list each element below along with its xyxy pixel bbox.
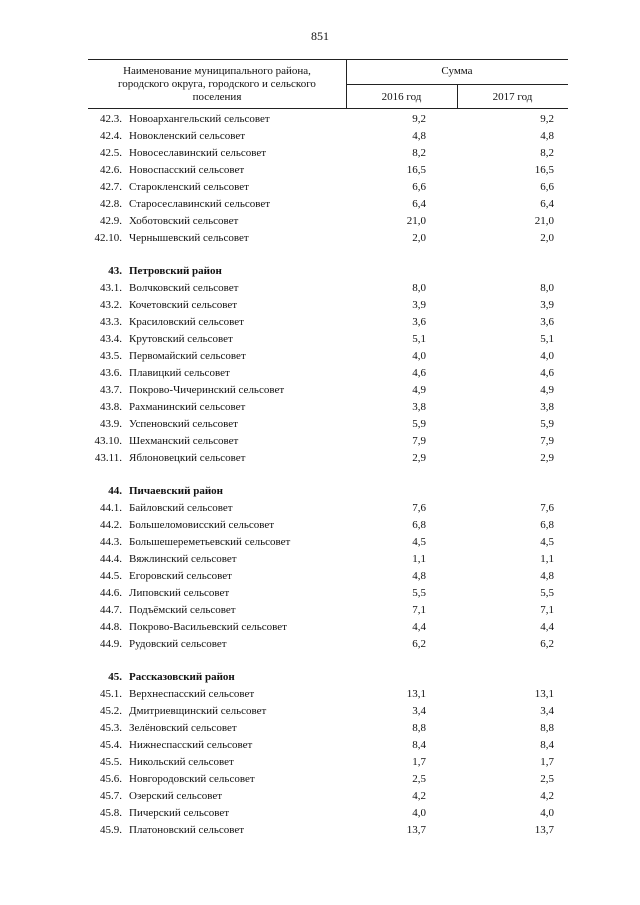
settlement-name: Красиловский сельсовет	[129, 316, 244, 328]
value-2016: 6,8	[412, 519, 426, 531]
value-2016: 4,9	[412, 384, 426, 396]
row-number: 42.9.	[100, 215, 122, 227]
row-number: 43.8.	[100, 401, 122, 413]
district-row	[88, 483, 568, 500]
table-row	[88, 145, 568, 162]
value-2017: 13,7	[534, 824, 554, 836]
value-2016: 7,1	[412, 604, 426, 616]
table-row	[88, 348, 568, 365]
column-name-header-line: поселения	[192, 91, 242, 103]
settlement-name: Платоновский сельсовет	[129, 824, 245, 836]
column-name-header-line: Наименование муниципального района,	[123, 65, 311, 77]
row-number: 45.9.	[100, 824, 122, 836]
row-number: 45.5.	[100, 756, 122, 768]
value-2017: 6,4	[540, 198, 554, 210]
value-2017: 8,8	[540, 722, 554, 734]
value-2017: 3,4	[540, 705, 554, 717]
table-row	[88, 179, 568, 196]
row-number: 42.7.	[100, 181, 122, 193]
table-row	[88, 551, 568, 568]
value-2017: 4,9	[540, 384, 554, 396]
value-2017: 6,6	[540, 181, 554, 193]
row-number: 43.7.	[100, 384, 122, 396]
value-2016: 7,6	[412, 502, 426, 514]
settlement-name: Дмитриевщинский сельсовет	[129, 705, 267, 717]
settlement-name: Никольский сельсовет	[129, 756, 234, 768]
value-2017: 4,5	[540, 536, 554, 548]
value-2017: 5,9	[540, 418, 554, 430]
settlement-name: Байловский сельсовет	[129, 502, 233, 514]
table-row	[88, 297, 568, 314]
value-2016: 13,1	[406, 688, 426, 700]
row-number: 43.5.	[100, 350, 122, 362]
settlement-name: Старосеславинский сельсовет	[129, 198, 271, 210]
row-number: 43.3.	[100, 316, 122, 328]
table-row	[88, 162, 568, 179]
table-header	[88, 59, 568, 109]
settlement-name: Яблоновецкий сельсовет	[129, 452, 246, 464]
table-row	[88, 314, 568, 331]
settlement-name: Нижнеспасский сельсовет	[129, 739, 253, 751]
value-2017: 5,5	[540, 587, 554, 599]
value-2016: 4,2	[412, 790, 426, 802]
value-2017: 4,6	[540, 367, 554, 379]
row-number: 45.1.	[100, 688, 122, 700]
settlement-name: Хоботовский сельсовет	[129, 215, 239, 227]
column-name-header	[88, 65, 346, 104]
value-2016: 2,5	[412, 773, 426, 785]
row-number: 42.8.	[100, 198, 122, 210]
table-row	[88, 602, 568, 619]
settlement-name: Рудовский сельсовет	[129, 638, 227, 650]
value-2016: 4,6	[412, 367, 426, 379]
table-row	[88, 534, 568, 551]
value-2017: 5,1	[540, 333, 554, 345]
column-2017-header: 2017 год	[492, 91, 533, 103]
table-row	[88, 433, 568, 450]
settlement-name: Чернышевский сельсовет	[129, 232, 249, 244]
row-number: 42.6.	[100, 164, 122, 176]
row-number: 44.6.	[100, 587, 122, 599]
section-spacer	[88, 467, 568, 483]
row-number: 43.11.	[94, 452, 122, 464]
value-2017: 3,8	[540, 401, 554, 413]
value-2017: 8,0	[540, 282, 554, 294]
value-2017: 7,1	[540, 604, 554, 616]
table-row	[88, 585, 568, 602]
district-number: 45.	[108, 671, 122, 683]
value-2016: 1,1	[412, 553, 426, 565]
table-row	[88, 416, 568, 433]
header-top-rule	[88, 59, 568, 60]
row-number: 43.1.	[100, 282, 122, 294]
row-number: 43.2.	[100, 299, 122, 311]
value-2017: 21,0	[534, 215, 554, 227]
value-2017: 8,4	[540, 739, 554, 751]
column-2016-header: 2016 год	[381, 91, 422, 103]
value-2017: 7,9	[540, 435, 554, 447]
row-number: 44.5.	[100, 570, 122, 582]
value-2016: 8,4	[412, 739, 426, 751]
row-number: 42.3.	[100, 113, 122, 125]
value-2016: 1,7	[412, 756, 426, 768]
value-2016: 6,2	[412, 638, 426, 650]
value-2016: 4,8	[412, 570, 426, 582]
row-number: 44.8.	[100, 621, 122, 633]
table-row	[88, 805, 568, 822]
value-2016: 3,9	[412, 299, 426, 311]
row-number: 45.7.	[100, 790, 122, 802]
value-2017: 4,8	[540, 570, 554, 582]
value-2016: 5,1	[412, 333, 426, 345]
value-2016: 8,2	[412, 147, 426, 159]
settlement-name: Старокленский сельсовет	[129, 181, 249, 193]
table-row	[88, 754, 568, 771]
row-number: 43.10.	[94, 435, 122, 447]
table-row	[88, 517, 568, 534]
value-2017: 6,8	[540, 519, 554, 531]
column-sum-header: Сумма	[441, 65, 473, 77]
table-row	[88, 399, 568, 416]
table-body	[88, 111, 568, 839]
district-row	[88, 263, 568, 280]
table-row	[88, 568, 568, 585]
table-row	[88, 128, 568, 145]
table-row	[88, 111, 568, 128]
district-name: Петровский район	[129, 265, 222, 277]
value-2017: 4,0	[540, 350, 554, 362]
table-row	[88, 230, 568, 247]
settlement-name: Первомайский сельсовет	[129, 350, 246, 362]
table-row	[88, 822, 568, 839]
value-2017: 16,5	[534, 164, 554, 176]
table-row	[88, 450, 568, 467]
table-row	[88, 686, 568, 703]
value-2017: 3,9	[540, 299, 554, 311]
value-2017: 4,4	[540, 621, 554, 633]
value-2017: 1,1	[540, 553, 554, 565]
value-2017: 2,0	[540, 232, 554, 244]
value-2016: 6,6	[412, 181, 426, 193]
value-2016: 7,9	[412, 435, 426, 447]
table-row	[88, 213, 568, 230]
value-2016: 16,5	[406, 164, 426, 176]
settlement-name: Кочетовский сельсовет	[129, 299, 238, 311]
table-row	[88, 703, 568, 720]
value-2017: 9,2	[540, 113, 554, 125]
row-number: 44.2.	[100, 519, 122, 531]
row-number: 43.4.	[100, 333, 122, 345]
row-number: 44.1.	[100, 502, 122, 514]
settlement-name: Рахманинский сельсовет	[129, 401, 246, 413]
table-row	[88, 196, 568, 213]
value-2016: 5,5	[412, 587, 426, 599]
table-row	[88, 771, 568, 788]
value-2016: 9,2	[412, 113, 426, 125]
row-number: 44.7.	[100, 604, 122, 616]
table-row	[88, 737, 568, 754]
settlement-name: Липовский сельсовет	[129, 587, 230, 599]
row-number: 45.4.	[100, 739, 122, 751]
value-2016: 13,7	[406, 824, 426, 836]
value-2017: 3,6	[540, 316, 554, 328]
value-2017: 2,9	[540, 452, 554, 464]
row-number: 43.9.	[100, 418, 122, 430]
row-number: 44.9.	[100, 638, 122, 650]
value-2017: 13,1	[534, 688, 554, 700]
settlement-name: Новоархангельский сельсовет	[129, 113, 270, 125]
district-row	[88, 669, 568, 686]
row-number: 44.3.	[100, 536, 122, 548]
table-row	[88, 280, 568, 297]
row-number: 42.10.	[94, 232, 122, 244]
section-spacer	[88, 247, 568, 263]
value-2017: 1,7	[540, 756, 554, 768]
value-2016: 2,0	[412, 232, 426, 244]
settlement-name: Новокленский сельсовет	[129, 130, 246, 142]
value-2016: 6,4	[412, 198, 426, 210]
value-2016: 4,0	[412, 350, 426, 362]
value-2017: 2,5	[540, 773, 554, 785]
settlement-name: Волчковский сельсовет	[129, 282, 239, 294]
district-name: Пичаевский район	[129, 485, 223, 497]
settlement-name: Новоспасский сельсовет	[129, 164, 245, 176]
table-row	[88, 636, 568, 653]
row-number: 44.4.	[100, 553, 122, 565]
value-2017: 4,8	[540, 130, 554, 142]
settlement-name: Пичерский сельсовет	[129, 807, 230, 819]
settlement-name: Крутовский сельсовет	[129, 333, 233, 345]
value-2016: 3,8	[412, 401, 426, 413]
value-2017: 4,2	[540, 790, 554, 802]
table-row	[88, 500, 568, 517]
row-number: 42.4.	[100, 130, 122, 142]
settlement-name: Верхнеспасский сельсовет	[129, 688, 255, 700]
row-number: 45.2.	[100, 705, 122, 717]
settlement-name: Плавицкий сельсовет	[129, 367, 230, 379]
table-row	[88, 365, 568, 382]
settlement-name: Покрово-Васильевский сельсовет	[129, 621, 287, 633]
settlement-name: Большешереметьевский сельсовет	[129, 536, 291, 548]
row-number: 45.3.	[100, 722, 122, 734]
section-spacer	[88, 653, 568, 669]
settlement-name: Егоровский сельсовет	[129, 570, 232, 582]
value-2016: 2,9	[412, 452, 426, 464]
row-number: 42.5.	[100, 147, 122, 159]
district-number: 43.	[108, 265, 122, 277]
settlement-name: Вяжлинский сельсовет	[129, 553, 237, 565]
settlement-name: Новгородовский сельсовет	[129, 773, 255, 785]
settlement-name: Шехманский сельсовет	[129, 435, 239, 447]
row-number: 45.6.	[100, 773, 122, 785]
table-row	[88, 331, 568, 348]
value-2016: 4,8	[412, 130, 426, 142]
page-number: 851	[311, 29, 329, 43]
district-number: 44.	[108, 485, 122, 497]
settlement-name: Озерский сельсовет	[129, 790, 223, 802]
value-2016: 3,4	[412, 705, 426, 717]
value-2017: 8,2	[540, 147, 554, 159]
value-2016: 21,0	[406, 215, 426, 227]
value-2017: 6,2	[540, 638, 554, 650]
table-row	[88, 720, 568, 737]
settlement-name: Новосеславинский сельсовет	[129, 147, 267, 159]
row-number: 43.6.	[100, 367, 122, 379]
value-2017: 7,6	[540, 502, 554, 514]
column-name-header-line: городского округа, городского и сельского	[118, 78, 316, 90]
value-2016: 8,0	[412, 282, 426, 294]
table-row	[88, 788, 568, 805]
settlement-name: Подъёмский сельсовет	[129, 604, 236, 616]
value-2016: 4,4	[412, 621, 426, 633]
district-name: Рассказовский район	[129, 671, 235, 683]
table-row	[88, 619, 568, 636]
settlement-name: Покрово-Чичеринский сельсовет	[129, 384, 285, 396]
value-2016: 4,5	[412, 536, 426, 548]
settlement-name: Успеновский сельсовет	[129, 418, 238, 430]
value-2016: 3,6	[412, 316, 426, 328]
row-number: 45.8.	[100, 807, 122, 819]
value-2016: 5,9	[412, 418, 426, 430]
settlement-name: Большеломовисский сельсовет	[129, 519, 275, 531]
value-2016: 8,8	[412, 722, 426, 734]
value-2017: 4,0	[540, 807, 554, 819]
table-row	[88, 382, 568, 399]
value-2016: 4,0	[412, 807, 426, 819]
settlement-name: Зелёновский сельсовет	[129, 722, 237, 734]
header-bottom-rule	[88, 108, 568, 109]
